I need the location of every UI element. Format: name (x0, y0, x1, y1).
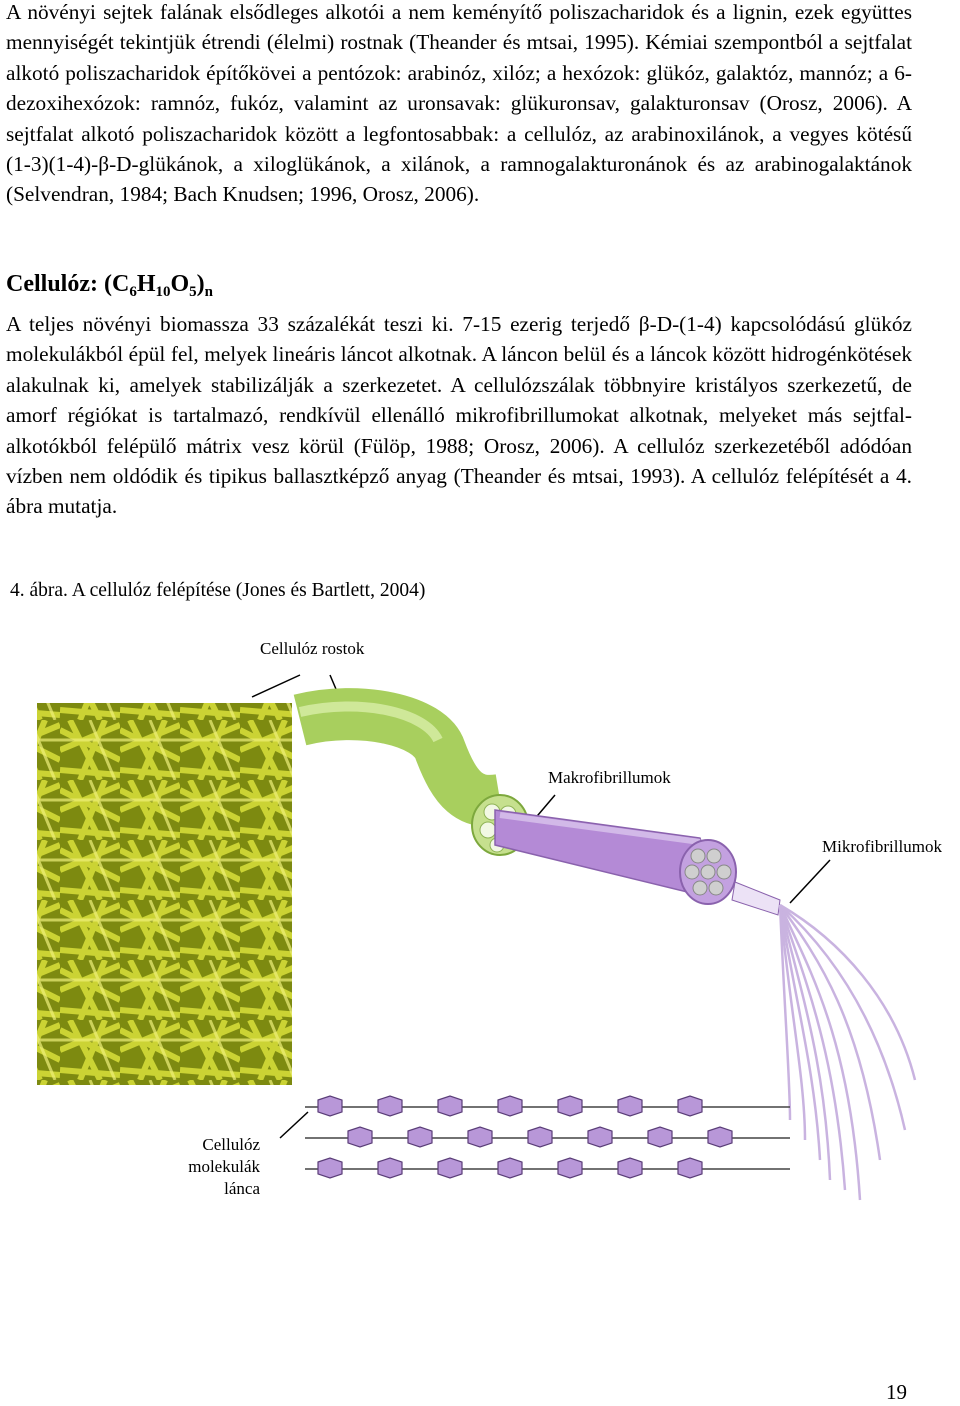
paragraph-intro: A növényi sejtek falának elsődleges alkotói a nem keményítő poliszacharidok és a lignin, ezek együttes mennyiségét tekintjük étrendi (élelmi) rostnak (Theander és mtsai, 1995). Kémiai szempontból a sejtfalat alkotó poliszacharidok építőkövei a pentózok: arabinóz, xilóz; a hexózok: glükóz, galaktóz, mannóz; a 6-dezoxihexózok: ramnóz, fukóz, valamint az uronsavak: glükuronsav, galakturonsav (Orosz, 2006). A sejtfalat alkotó poliszacharidok között a legfontosabbak: a cellulóz, az arabinoxilánok, a vegyes kötésű (1-3)(1-4)-β-D-glükánok, a xiloglükánok, a xilánok, a ramnogalakturonánok és az arabinogalaktánok (Selvendran, 1984; Bach Knudsen; 1996, Orosz, 2006). (6, 0, 912, 207)
heading-sub-o: 5 (189, 284, 197, 300)
heading-h: H (136, 271, 156, 297)
heading-close: ) (196, 271, 205, 297)
paragraph-cellulose: A teljes növényi biomassza 33 százalékát teszi ki. 7-15 ezerig terjedő β-D-(1-4) kapcsolódású glükóz molekulákból épül fel, melyek lineáris láncot alkotnak. A láncon belül és a láncok között hidrogénkötések alakulnak ki, amelyek stabilizálják a szerkezetet. A cellulózszálak többnyire kristályos szerkezetű, de amorf régiókat is tartalmazó, rendkívül ellenálló mikrofibrillumokat alkotnak, melyeket más sejtfal-alkotókból felépülő mátrix vesz körül (Fülöp, 1988; Orosz, 2006). A cellulóz szerkezetéből adódóan vízben nem oldódik és tipikus ballasztképző anyag (Theander és mtsai, 1993). A cellulóz felépítését a 4. ábra mutatja. (6, 312, 912, 519)
microfibril-strands (780, 905, 915, 1200)
label-microfibrils: Mikrofibrillumok (822, 837, 942, 856)
pointer-line-molekulak (280, 1112, 308, 1138)
heading-text: Cellulóz: (C (6, 271, 130, 297)
label-macrofibrils: Makrofibrillumok (548, 768, 671, 787)
heading-sub-h: 10 (155, 284, 171, 300)
micrograph-image (37, 703, 292, 1085)
cellulose-structure-figure (0, 600, 960, 1240)
heading-sub-c: 6 (129, 284, 137, 300)
figure-caption: 4. ábra. A cellulóz felépítése (Jones és Bartlett, 2004) (10, 580, 426, 601)
heading-sub-n: n (204, 284, 213, 300)
cellulose-fiber-tube (300, 714, 500, 801)
label-cellulose-molecules (150, 1134, 260, 1200)
pointer-line-rostok-1 (252, 675, 300, 697)
pointer-line-mikro (790, 860, 830, 903)
molecule-chains (305, 1096, 790, 1178)
label-molecules-line2: molekulák (188, 1157, 260, 1176)
heading-o: O (170, 271, 190, 297)
section-heading-cellulose (6, 268, 213, 308)
label-molecules-line1: Cellulóz (202, 1135, 260, 1154)
label-cellulose-fibers: Cellulóz rostok (260, 639, 365, 658)
label-molecules-line3: lánca (224, 1179, 260, 1198)
page-number: 19 (886, 1380, 907, 1404)
